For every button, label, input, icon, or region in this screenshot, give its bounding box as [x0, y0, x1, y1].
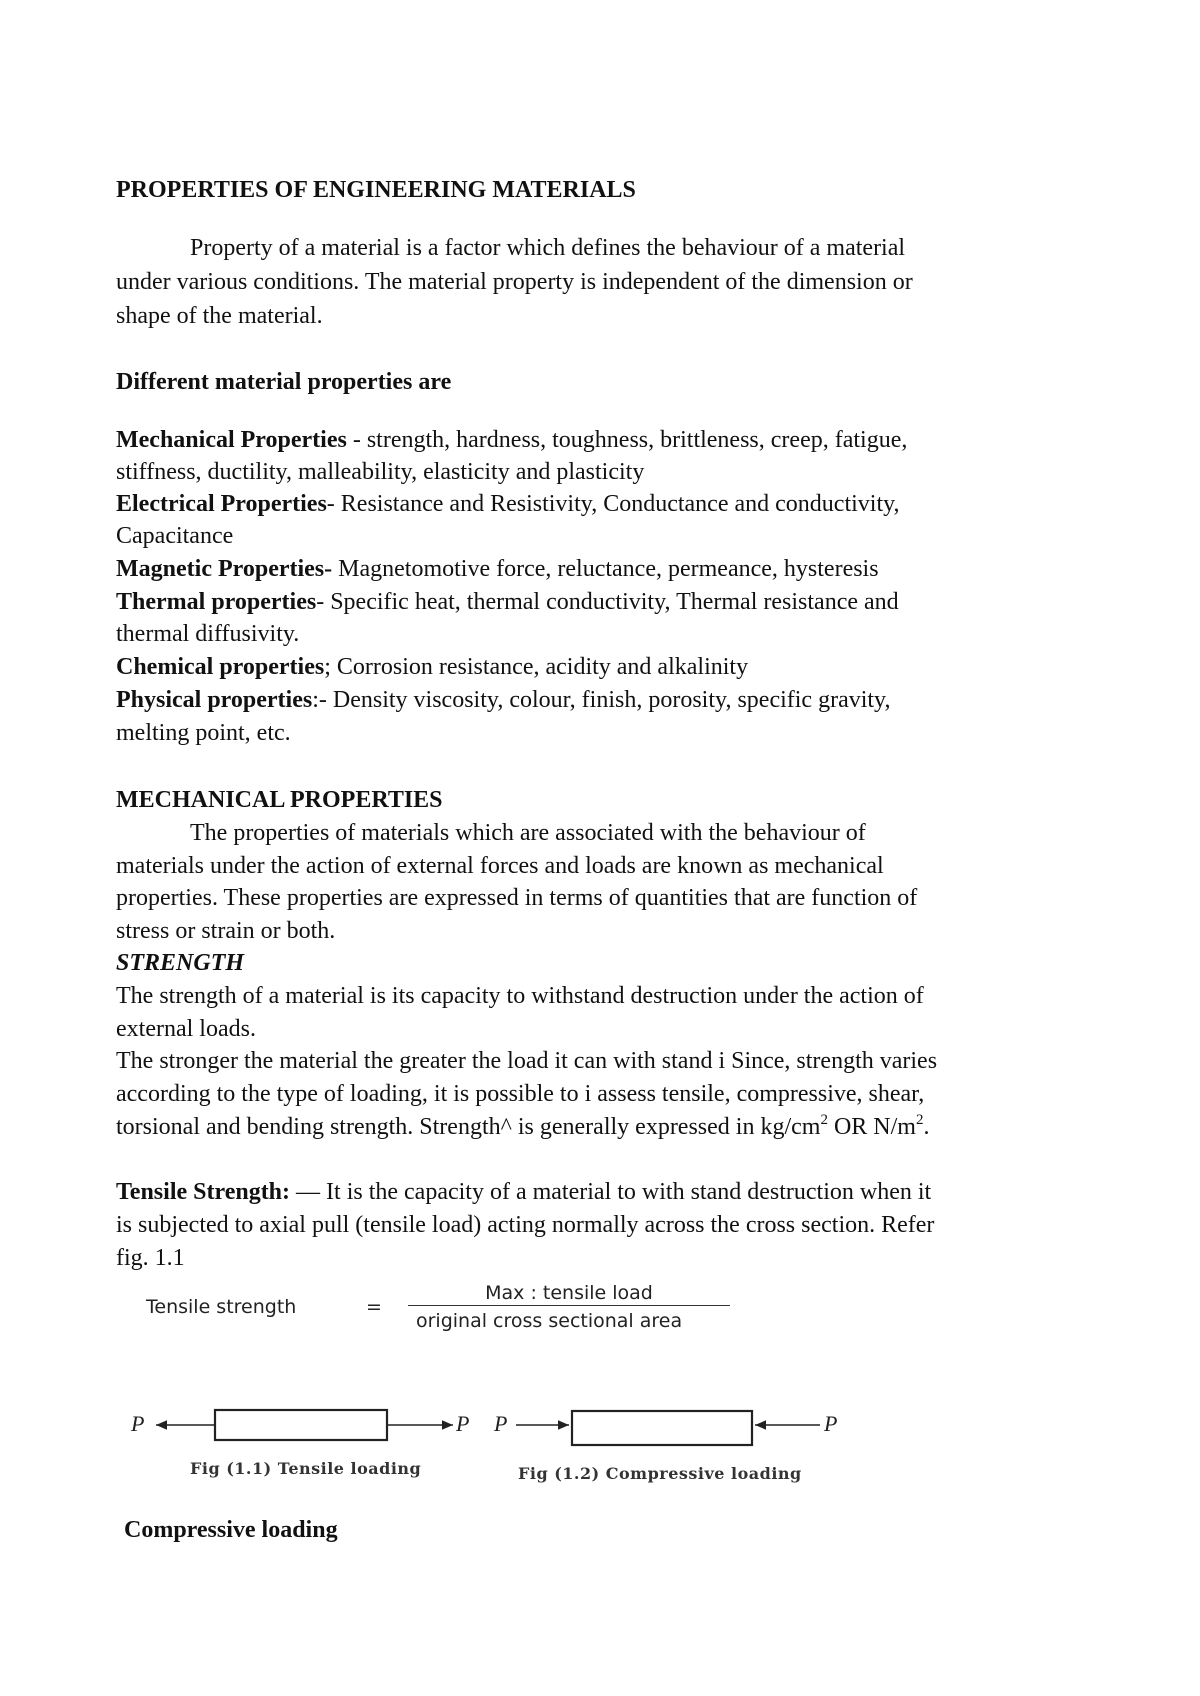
- tensile-text: is subjected to axial pull (tensile load) acting normally across the cross section. Refer: [116, 1212, 935, 1238]
- section-heading: Compressive loading: [124, 1517, 338, 1543]
- load-label-left: P: [131, 1411, 145, 1436]
- formula-denominator: original cross sectional area: [416, 1310, 683, 1332]
- figure-caption: Fig (1.2) Compressive loading: [518, 1464, 802, 1483]
- property-text: - Resistance and Resistivity, Conductance and conductivity,: [326, 491, 900, 517]
- load-label-right: P: [456, 1411, 470, 1436]
- tensile-loading-diagram: [120, 1400, 480, 1450]
- section-heading: MECHANICAL PROPERTIES: [116, 787, 443, 813]
- tensile-text: fig. 1.1: [116, 1245, 185, 1271]
- page-title: PROPERTIES OF ENGINEERING MATERIALS: [116, 177, 636, 203]
- strength-para-line: external loads.: [116, 1016, 256, 1042]
- property-text: - strength, hardness, toughness, brittleness, creep, fatigue,: [346, 427, 908, 453]
- property-text: Magnetomotive force, reluctance, permeance, hysteresis: [332, 556, 879, 582]
- property-label: Mechanical Properties: [116, 427, 347, 453]
- property-label: Electrical Properties: [116, 491, 327, 517]
- property-text: thermal diffusivity.: [116, 621, 300, 647]
- compressive-loading-diagram: [480, 1400, 840, 1450]
- list-heading: Different material properties are: [116, 369, 452, 395]
- property-label: Magnetic Properties-: [116, 556, 333, 582]
- mech-para-line: stress or strain or both.: [116, 918, 336, 944]
- property-text: Capacitance: [116, 523, 234, 549]
- strength-units-line: [116, 1111, 929, 1144]
- intro-line: Property of a material is a factor which defines the behaviour of a material: [190, 235, 906, 261]
- strength-para-line: The stronger the material the greater the load it can with stand i Since, strength varies: [116, 1048, 938, 1074]
- figure-caption: Fig (1.1) Tensile loading: [190, 1459, 422, 1478]
- mechanical-properties-line: [116, 424, 907, 457]
- mech-para-line: The properties of materials which are associated with the behaviour of: [190, 820, 866, 846]
- property-label: Chemical properties: [116, 654, 325, 680]
- property-text: - Specific heat, thermal conductivity, Thermal resistance and: [316, 589, 899, 615]
- strength-para-line: according to the type of loading, it is possible to i assess tensile, compressive, shear,: [116, 1081, 925, 1107]
- load-label-left: P: [494, 1411, 508, 1436]
- property-label: Physical properties: [116, 687, 313, 713]
- strength-para-line: The strength of a material is its capacity to withstand destruction under the action of: [116, 983, 924, 1009]
- strength-text: .: [923, 1114, 930, 1140]
- tensile-label: Tensile Strength:: [116, 1179, 291, 1205]
- intro-line: shape of the material.: [116, 303, 323, 329]
- formula-numerator: Max : tensile load: [408, 1282, 730, 1306]
- tensile-strength-line: [116, 1176, 931, 1209]
- mech-para-line: materials under the action of external forces and loads are known as mechanical: [116, 853, 884, 879]
- load-label-right: P: [824, 1411, 838, 1436]
- superscript: 2: [915, 1112, 924, 1128]
- chemical-properties-line: [116, 651, 748, 684]
- physical-properties-line: [116, 684, 891, 717]
- mech-para-line: properties. These properties are expressed in terms of quantities that are function of: [116, 885, 918, 911]
- property-text: stiffness, ductility, malleability, elasticity and plasticity: [116, 459, 645, 485]
- formula-equals: =: [366, 1296, 382, 1318]
- strength-text: OR N/m: [827, 1114, 916, 1140]
- property-text: :- Density viscosity, colour, finish, porosity, specific gravity,: [312, 687, 891, 713]
- strength-text: torsional and bending strength. Strength^ is generally expressed in kg/cm: [116, 1114, 821, 1140]
- strength-heading: STRENGTH: [116, 950, 245, 976]
- thermal-properties-line: [116, 586, 899, 619]
- superscript: 2: [820, 1112, 828, 1128]
- property-text: melting point, etc.: [116, 720, 291, 746]
- formula-lhs: Tensile strength: [146, 1296, 297, 1318]
- property-label: Thermal properties: [116, 589, 317, 615]
- magnetic-properties-line: [116, 553, 879, 586]
- property-text: ; Corrosion resistance, acidity and alkalinity: [324, 654, 749, 680]
- specimen-bar: [572, 1411, 752, 1445]
- specimen-bar: [215, 1410, 387, 1440]
- electrical-properties-line: [116, 488, 900, 521]
- intro-line: under various conditions. The material property is independent of the dimension or: [116, 269, 913, 295]
- tensile-text: — It is the capacity of a material to with stand destruction when it: [290, 1179, 932, 1205]
